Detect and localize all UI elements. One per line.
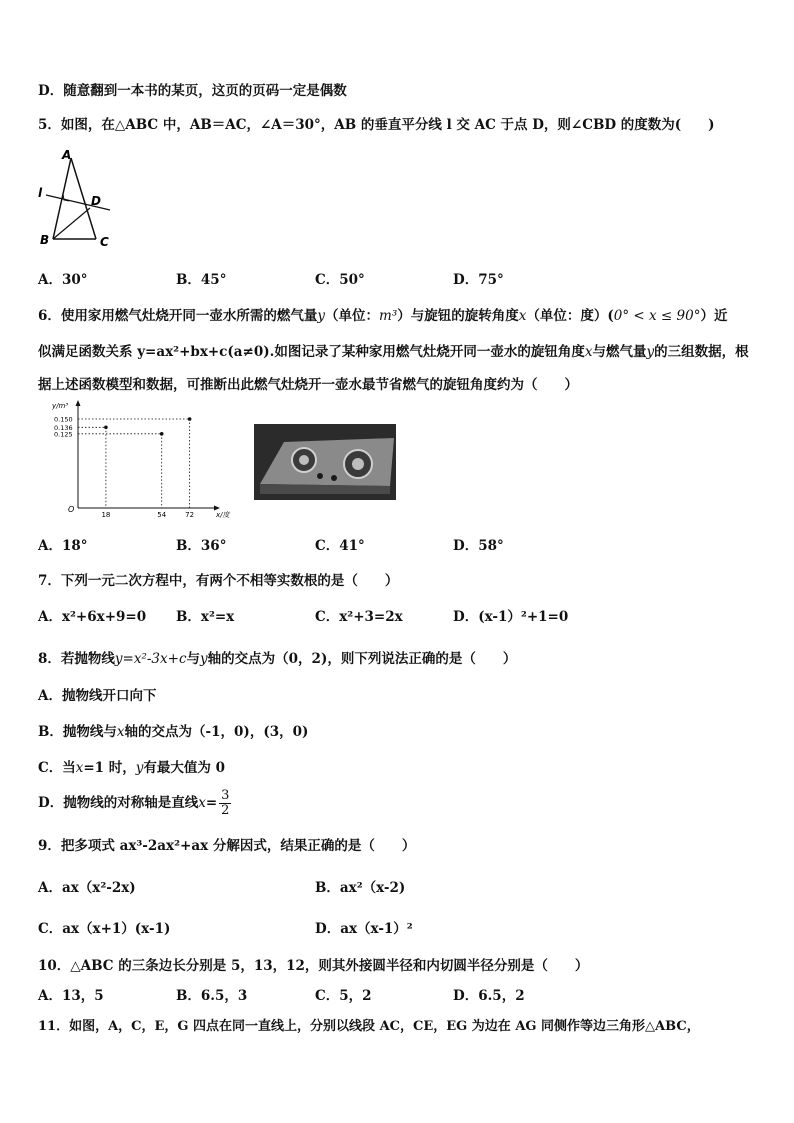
q6-y-tick-1: 0.136 <box>54 423 73 432</box>
q6-l2-y: y <box>646 344 655 360</box>
q5-label-a: A <box>62 148 72 162</box>
q6-stem-line1 <box>38 307 727 325</box>
q6-l1-range: 0° < x ≤ 90° <box>613 308 701 324</box>
q6-y-tick-2: 0.125 <box>54 430 73 439</box>
q6-y-axis-arrow <box>76 400 81 406</box>
q8-option-c <box>38 759 225 777</box>
q5-label-c: C <box>100 235 109 248</box>
q9-option-b: B．ax²（x-2) <box>315 880 406 896</box>
q6-l1-d: （单位：度）( <box>526 308 614 324</box>
q8-stem-a: 8．若抛物线 <box>38 651 115 667</box>
q8-option-a: A．抛物线开口向下 <box>38 688 157 704</box>
q7-option-d: D．(x-1）²+1=0 <box>453 609 569 625</box>
q9-option-d: D．ax（x-1）² <box>315 921 413 937</box>
q6-option-a: A．18° <box>38 538 88 554</box>
q6-stem-line3: 据上述函数模型和数据，可推断出此燃气灶烧开一壶水最节省燃气的旋钮角度约为（ ） <box>38 377 578 393</box>
q6-chart <box>38 396 244 524</box>
q6-y-tick-0: 0.150 <box>54 415 73 424</box>
q6-l1-c: ）与旋钮的旋转角度 <box>397 308 519 324</box>
q5-option-d: D．75° <box>453 272 504 288</box>
q8-od-x: x <box>198 795 206 811</box>
q6-point-1 <box>160 432 164 436</box>
q6-point-0 <box>104 425 108 429</box>
q7-stem: 7．下列一元二次方程中，有两个不相等实数根的是（ ） <box>38 573 399 589</box>
q8-stem-eq: y=x²-3x+c <box>114 651 187 667</box>
q6-x-tick-0: 18 <box>101 511 111 519</box>
q8-stem-b: 与 <box>186 651 201 667</box>
q8-stem-y: y <box>200 651 208 667</box>
q6-l2-b: 与燃气量 <box>592 344 647 360</box>
q5-label-l: l <box>38 186 43 200</box>
q8-stem-c: 轴的交点为（0，2)，则下列说法正确的是（ ） <box>207 651 517 667</box>
q5-label-d: D <box>91 194 101 208</box>
q6-x-axis-label: x/度 <box>216 511 230 519</box>
q8-oc-a: C．当 <box>38 760 76 776</box>
q6-l1-a: 6．使用家用燃气灶烧开同一壶水所需的燃气量 <box>38 308 318 324</box>
q7-option-b: B．x²=x <box>176 609 235 625</box>
q8-stem <box>38 650 516 668</box>
q10-option-a: A．13，5 <box>38 988 104 1004</box>
q10-option-b: B．6.5，3 <box>176 988 248 1004</box>
q6-l1-y: y <box>317 308 326 324</box>
q10-option-d: D．6.5，2 <box>453 988 525 1004</box>
q8-oc-c: 有最大值为 0 <box>143 760 226 776</box>
q6-option-b: B．36° <box>176 538 227 554</box>
q8-od-num: 3 <box>221 788 230 803</box>
q6-l1-b: （单位： <box>325 308 380 324</box>
q5-option-c: C．50° <box>315 272 365 288</box>
q8-ob-x: x <box>116 724 125 740</box>
q10-stem: 10．△ABC 的三条边长分别是 5，13，12，则其外接圆半径和内切圆半径分别是（ ） <box>38 958 589 974</box>
q8-ob-a: B．抛物线与 <box>38 724 117 740</box>
q5-stem: 5．如图，在△ABC 中，AB＝AC，∠A＝30°，AB 的垂直平分线 l 交 AC 于点 D，则∠CBD 的度数为( ) <box>38 117 715 133</box>
q8-ob-b: 轴的交点为（-1，0)，(3，0) <box>124 724 309 740</box>
q8-option-d <box>38 788 231 818</box>
q6-point-2 <box>188 417 192 421</box>
q8-oc-x: x <box>75 760 84 776</box>
q6-option-d: D．58° <box>453 538 504 554</box>
q9-stem: 9．把多项式 ax³-2ax²+ax 分解因式，结果正确的是（ ） <box>38 838 416 854</box>
q4-option-d: D．随意翻到一本书的某页，这页的页码一定是偶数 <box>38 83 347 99</box>
q6-x-tick-1: 54 <box>157 511 167 519</box>
gas-stove-photo <box>254 424 396 500</box>
q6-stem-line2 <box>38 343 749 361</box>
q6-l1-unit: m³ <box>379 308 398 324</box>
q7-option-a: A．x²+6x+9=0 <box>38 609 147 625</box>
q8-od-fraction <box>219 789 231 818</box>
q6-l1-x: x <box>518 308 527 324</box>
q9-option-a: A．ax（x²-2x) <box>38 880 136 896</box>
q5-option-b: B．45° <box>176 272 227 288</box>
q6-x-axis-arrow <box>214 506 220 511</box>
q6-origin-label: O <box>68 505 75 514</box>
q6-l1-e: ）近 <box>700 308 728 324</box>
q6-l2-x: x <box>584 344 593 360</box>
q8-od-den: 2 <box>221 803 230 818</box>
q10-option-c: C．5，2 <box>315 988 372 1004</box>
q5-option-a: A．30° <box>38 272 88 288</box>
q8-option-b <box>38 723 308 741</box>
q11-stem: 11．如图，A，C，E，G 四点在同一直线上，分别以线段 AC，CE，EG 为边在 AG 同侧作等边三角形△ABC， <box>38 1019 700 1034</box>
q7-option-c: C．x²+3=2x <box>315 609 403 625</box>
q9-option-c: C．ax（x+1）(x-1) <box>38 921 171 937</box>
q6-option-c: C．41° <box>315 538 365 554</box>
q5-triangle-figure <box>36 148 116 248</box>
q8-od-a: D．抛物线的对称轴是直线 <box>38 795 199 811</box>
q8-oc-y: y <box>135 760 144 776</box>
q6-x-tick-2: 72 <box>185 511 195 519</box>
q5-label-b: B <box>40 233 50 247</box>
q6-y-axis-label: y/m³ <box>52 402 69 410</box>
q6-l2-a: 似满足函数关系 y=ax²+bx+c(a≠0).如图记录了某种家用燃气灶烧开同一壶水的旋钮角度 <box>38 344 585 360</box>
q6-l2-c: 的三组数据，根 <box>654 344 749 360</box>
q8-oc-b: =1 时， <box>83 760 136 776</box>
q8-od-eq: = <box>205 795 218 811</box>
